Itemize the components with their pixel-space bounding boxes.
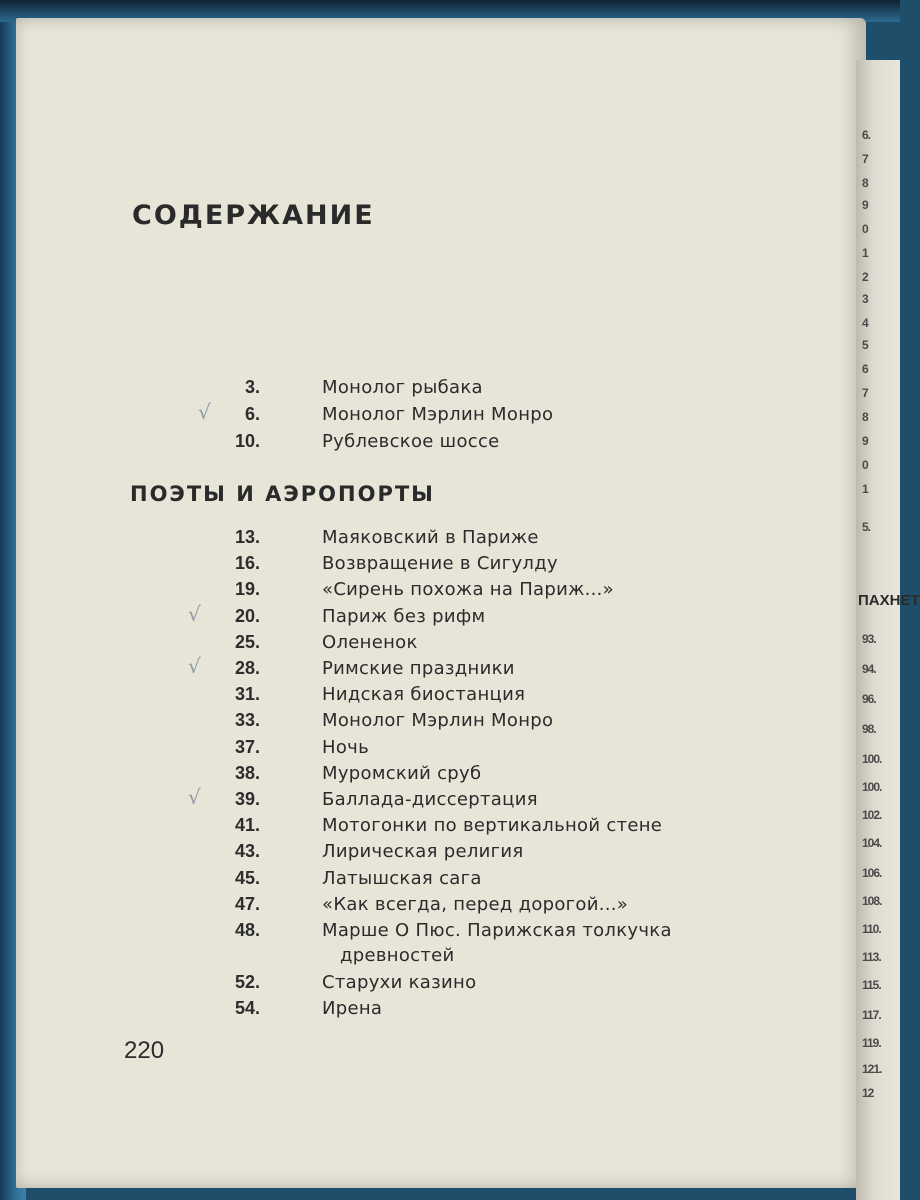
entry-title: «Сирень похожа на Париж...» (322, 579, 614, 601)
next-page-number: 1 (862, 246, 868, 260)
contents-entry (0, 710, 860, 738)
contents-entry (0, 841, 860, 869)
section-heading: ПОЭТЫ И АЭРОПОРТЫ (130, 482, 435, 506)
page-number: 220 (124, 1037, 165, 1064)
entry-page-number: 43. (234, 841, 260, 862)
next-page-number: 115. (862, 978, 881, 992)
entry-title: Рублевское шоссе (322, 431, 500, 452)
entry-page-number: 6. (244, 404, 260, 424)
next-page-number: 7 (862, 386, 868, 400)
next-page-number: 100. (862, 780, 882, 794)
contents-entry (0, 553, 860, 581)
contents-entry (0, 998, 860, 1026)
next-page-number: 0 (862, 458, 868, 472)
entry-page-number: 19. (234, 579, 260, 600)
next-page-number: 9 (862, 434, 868, 448)
next-page-number: 117. (862, 1008, 881, 1022)
contents-entry (0, 527, 860, 555)
entry-title: Монолог Мэрлин Монро (322, 710, 554, 732)
entry-title-continuation: древностей (340, 945, 455, 966)
entry-page-number: 39. (234, 789, 260, 809)
next-page-number: 8 (862, 176, 868, 190)
contents-entry (0, 579, 860, 607)
contents-entry (0, 684, 860, 712)
entry-page-number: 31. (234, 684, 260, 705)
entry-page-number: 38. (234, 762, 260, 783)
entry-title: Баллада-диссертация (322, 789, 538, 810)
entry-title: Старухи казино (322, 972, 477, 994)
entry-title: Нидская биостанция (322, 684, 526, 706)
entry-page-number: 20. (234, 605, 260, 626)
next-page-number: 3 (862, 292, 868, 306)
next-page-number: 119. (862, 1036, 881, 1050)
entry-page-number: 3. (244, 377, 260, 397)
entry-page-number: 48. (234, 920, 260, 940)
next-page-number: 113. (862, 950, 881, 964)
contents-entry (0, 632, 860, 660)
next-page-number: 104. (862, 836, 882, 850)
entry-page-number: 10. (234, 431, 260, 451)
contents-entry (0, 377, 860, 405)
next-page-edge (856, 60, 920, 1200)
next-page-number: 96. (862, 692, 876, 706)
entry-page-number: 25. (234, 631, 260, 652)
entry-title: Монолог Мэрлин Монро (322, 404, 554, 425)
next-page-number: 0 (862, 222, 868, 236)
next-page-number: 6. (862, 128, 871, 142)
handwritten-check-mark: √ (198, 400, 211, 424)
next-page-number: 98. (862, 722, 876, 736)
next-page-number: 2 (862, 270, 868, 284)
entry-title: Римские праздники (322, 658, 515, 679)
contents-entry (0, 868, 860, 896)
entry-title: Маяковский в Париже (322, 527, 539, 548)
next-page-number: 121. (862, 1062, 882, 1076)
entry-page-number: 13. (234, 527, 260, 547)
handwritten-check-mark: √ (188, 601, 201, 626)
entry-title: Лирическая религия (322, 841, 524, 863)
next-page-number: 7 (862, 152, 868, 166)
next-page-number: 110. (862, 922, 881, 936)
entry-page-number: 16. (234, 553, 260, 574)
entry-page-number: 52. (234, 972, 260, 993)
entry-title: Олененок (322, 631, 418, 653)
entry-page-number: 54. (234, 998, 260, 1019)
next-page-heading-fragment: ПАХНЕТ (858, 592, 920, 609)
next-page-number: 102. (862, 808, 882, 822)
entry-title: Марше О Пюс. Парижская толкучка (322, 920, 672, 941)
contents-entry (0, 920, 860, 966)
handwritten-check-mark: √ (188, 785, 201, 809)
contents-entry (0, 737, 860, 765)
entry-title: Муромский сруб (322, 762, 482, 784)
contents-entry (0, 654, 860, 686)
entry-page-number: 41. (234, 815, 260, 836)
entry-title: Париж без рифм (322, 605, 486, 627)
contents-entry (0, 972, 860, 1000)
page-title: СОДЕРЖАНИЕ (132, 200, 375, 231)
entry-title: Ночь (322, 736, 369, 758)
entry-page-number: 47. (234, 893, 260, 914)
contents-entry (0, 400, 860, 432)
entry-page-number: 33. (234, 710, 260, 731)
contents-entry (0, 815, 860, 843)
next-page-number: 106. (862, 866, 882, 880)
entry-title: Мотогонки по вертикальной стене (322, 815, 663, 837)
next-page-number: 5. (862, 520, 871, 534)
entry-title: Латышская сага (322, 867, 482, 889)
contents-entry (0, 894, 860, 922)
entry-title: «Как всегда, перед дорогой...» (322, 893, 629, 915)
entry-page-number: 28. (234, 658, 260, 678)
entry-title: Монолог рыбака (322, 377, 483, 398)
handwritten-check-mark: √ (188, 654, 201, 678)
entry-title: Ирена (322, 998, 383, 1020)
next-page-number: 12 (862, 1086, 874, 1100)
next-page-number: 9 (862, 198, 868, 212)
next-page-number: 1 (862, 482, 868, 496)
entry-title: Возвращение в Сигулду (322, 553, 558, 575)
entry-page-number: 45. (234, 867, 260, 888)
next-page-number: 100. (862, 752, 882, 766)
next-page-number: 94. (862, 662, 876, 676)
next-page-number: 6 (862, 362, 868, 376)
next-page-number: 8 (862, 410, 868, 424)
next-page-number: 93. (862, 632, 876, 646)
next-page-number: 108. (862, 894, 882, 908)
contents-entry (0, 763, 860, 791)
entry-page-number: 37. (234, 736, 260, 757)
contents-entry (0, 601, 860, 634)
contents-entry (0, 431, 860, 459)
contents-entry (0, 785, 860, 817)
next-page-number: 5 (862, 338, 868, 352)
next-page-number: 4 (862, 316, 868, 330)
